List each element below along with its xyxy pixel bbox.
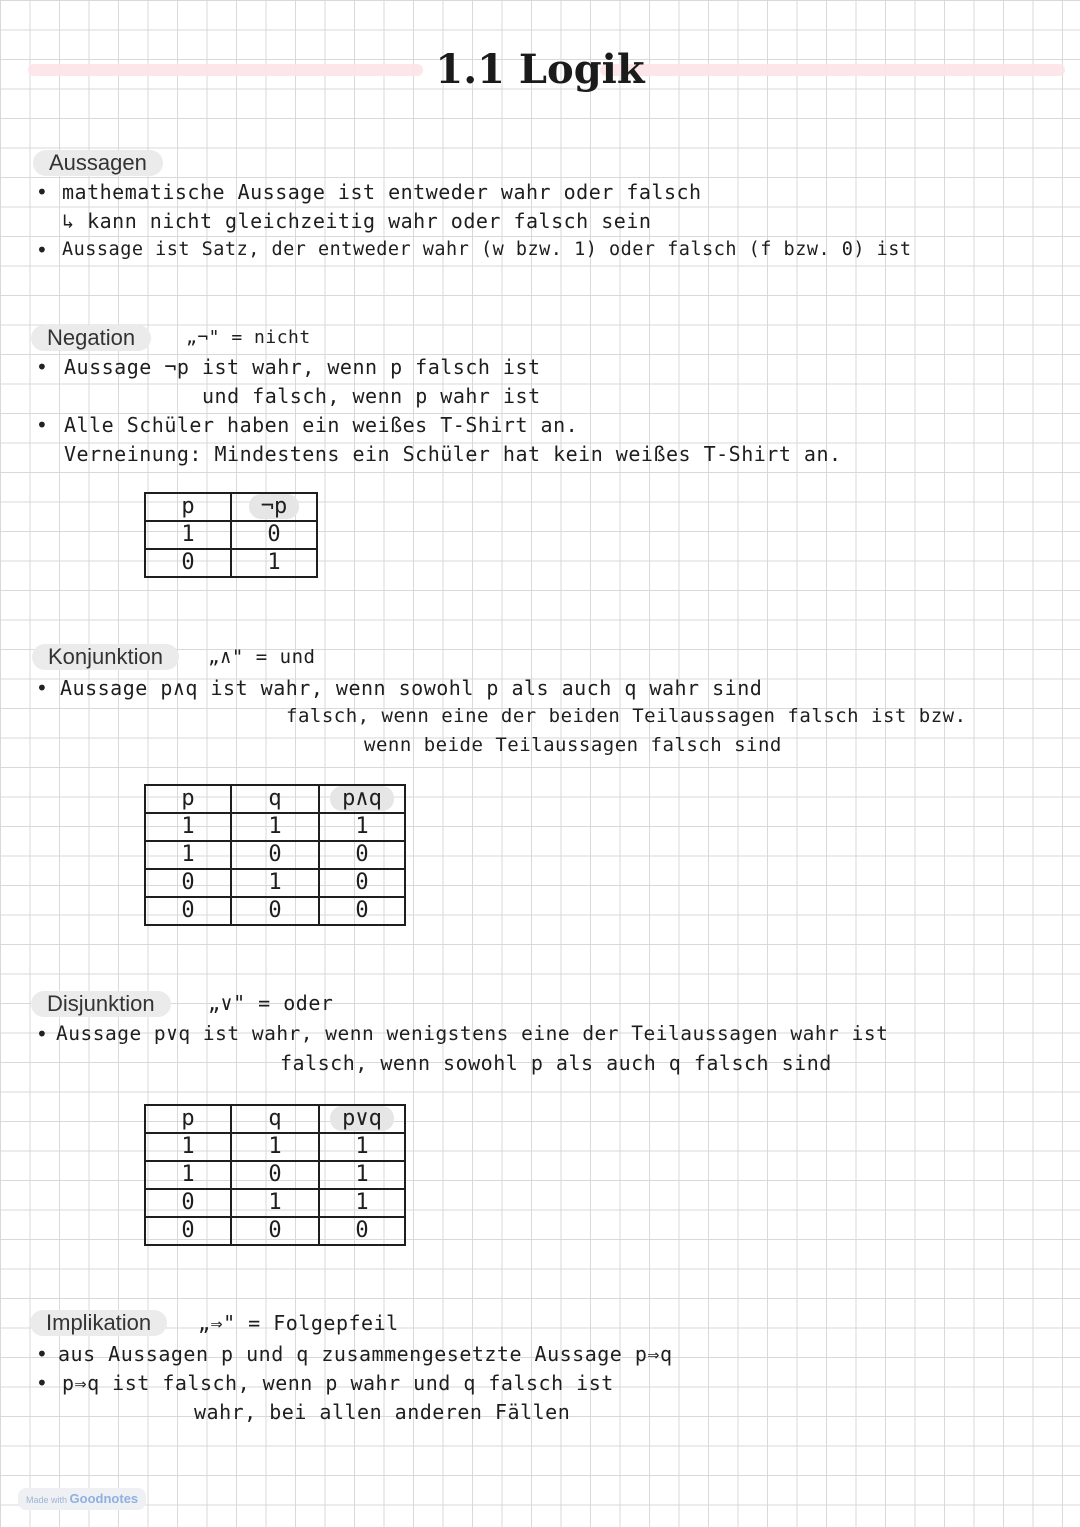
table-cell: 1 (319, 1161, 405, 1189)
aussagen-line-2: ↳ kann nicht gleichzeitig wahr oder falsch sein (62, 209, 652, 233)
table-row (145, 1217, 405, 1245)
table-header-label: ¬p (249, 494, 300, 519)
table-cell: 0 (231, 897, 319, 925)
konjunktion-line-1: Aussage p∧q ist wahr, wenn sowohl p als auch q wahr sind (60, 676, 763, 700)
disjunktion-line-1: Aussage p∨q ist wahr, wenn wenigstens eine der Teilaussagen wahr ist (56, 1022, 889, 1045)
implikation-line-2: p⇒q ist falsch, wenn p wahr und q falsch ist (62, 1371, 614, 1395)
section-heading-disjunktion: Disjunktion (31, 991, 171, 1017)
konjunktion-truth-table (144, 784, 406, 926)
section-heading-konjunktion: Konjunktion (32, 644, 179, 670)
table-row (145, 1189, 405, 1217)
table-cell: 0 (319, 897, 405, 925)
table-cell: 0 (231, 841, 319, 869)
konjunktion-line-3: wenn beide Teilaussagen falsch sind (364, 734, 782, 756)
table-header-cell: q (231, 1105, 319, 1133)
implikation-line-1: aus Aussagen p und q zusammengesetzte Aussage p⇒q (58, 1342, 673, 1366)
bullet-icon: • (36, 1342, 48, 1366)
table-row (145, 549, 317, 577)
section-heading-implikation: Implikation (30, 1310, 167, 1336)
negation-line-2: und falsch, wenn p wahr ist (202, 384, 541, 408)
table-header-label: p∨q (330, 1106, 394, 1131)
table-row (145, 869, 405, 897)
table-cell: 0 (231, 1161, 319, 1189)
table-row (145, 813, 405, 841)
disjunktion-symbol-note: „∨" = oder (208, 991, 334, 1015)
negation-line-3: Alle Schüler haben ein weißes T-Shirt an. (64, 413, 579, 437)
disjunktion-truth-table (144, 1104, 406, 1246)
table-row (145, 1161, 405, 1189)
table-cell: 1 (231, 1133, 319, 1161)
negation-symbol-note: „¬" = nicht (186, 327, 311, 348)
bullet-icon: • (36, 1022, 48, 1046)
section-heading-negation: Negation (31, 325, 151, 351)
table-header-cell: p (145, 493, 231, 521)
table-cell: 0 (231, 1217, 319, 1245)
table-cell: 0 (231, 521, 317, 549)
table-cell: 1 (319, 1189, 405, 1217)
disjunktion-line-2: falsch, wenn sowohl p als auch q falsch sind (280, 1051, 832, 1075)
aussagen-line-1: mathematische Aussage ist entweder wahr oder falsch (62, 180, 702, 204)
table-row (145, 841, 405, 869)
bullet-icon: • (36, 180, 48, 204)
konjunktion-line-2: falsch, wenn eine der beiden Teilaussagen falsch ist bzw. (286, 705, 967, 727)
implikation-line-3: wahr, bei allen anderen Fällen (194, 1400, 571, 1424)
table-header-cell: p (145, 1105, 231, 1133)
table-cell: 0 (319, 841, 405, 869)
table-cell: 0 (319, 869, 405, 897)
table-row (145, 521, 317, 549)
table-cell: 1 (231, 869, 319, 897)
table-row (145, 897, 405, 925)
negation-truth-table (144, 492, 318, 578)
bullet-icon: • (36, 413, 48, 437)
table-cell: 1 (319, 1133, 405, 1161)
bullet-icon: • (36, 1371, 48, 1395)
section-heading-aussagen: Aussagen (33, 150, 163, 176)
table-cell: 1 (145, 841, 231, 869)
aussagen-line-3: Aussage ist Satz, der entweder wahr (w bzw. 1) oder falsch (f bzw. 0) ist (62, 239, 912, 260)
table-cell: 1 (145, 1133, 231, 1161)
footer-brand: Goodnotes (69, 1491, 139, 1506)
footer-prefix: Made with (26, 1495, 68, 1505)
table-cell: 1 (145, 1161, 231, 1189)
table-cell: 1 (231, 549, 317, 577)
table-header-cell: p (145, 785, 231, 813)
table-cell: 1 (319, 813, 405, 841)
table-cell: 1 (145, 521, 231, 549)
table-cell: 0 (145, 897, 231, 925)
negation-line-4: Verneinung: Mindestens ein Schüler hat kein weißes T-Shirt an. (64, 442, 842, 466)
negation-line-1: Aussage ¬p ist wahr, wenn p falsch ist (64, 355, 541, 379)
page-title: 1.1 Logik (435, 46, 645, 93)
bullet-icon: • (36, 238, 48, 262)
table-cell: 0 (145, 1189, 231, 1217)
bullet-icon: • (36, 676, 48, 700)
bullet-icon: • (36, 355, 48, 379)
goodnotes-badge (18, 1488, 146, 1510)
table-header-row (145, 493, 317, 521)
table-cell: 0 (319, 1217, 405, 1245)
table-row (145, 1133, 405, 1161)
table-cell: 0 (145, 1217, 231, 1245)
table-header-cell (319, 785, 405, 813)
table-cell: 1 (231, 813, 319, 841)
table-header-label: p∧q (330, 786, 394, 811)
table-header-row (145, 785, 405, 813)
table-cell: 1 (231, 1189, 319, 1217)
table-cell: 1 (145, 813, 231, 841)
implikation-symbol-note: „⇒" = Folgepfeil (198, 1311, 399, 1335)
konjunktion-symbol-note: „∧" = und (208, 646, 316, 668)
table-cell: 0 (145, 549, 231, 577)
table-cell: 0 (145, 869, 231, 897)
table-header-cell (231, 493, 317, 521)
table-header-cell (319, 1105, 405, 1133)
table-header-cell: q (231, 785, 319, 813)
table-header-row (145, 1105, 405, 1133)
